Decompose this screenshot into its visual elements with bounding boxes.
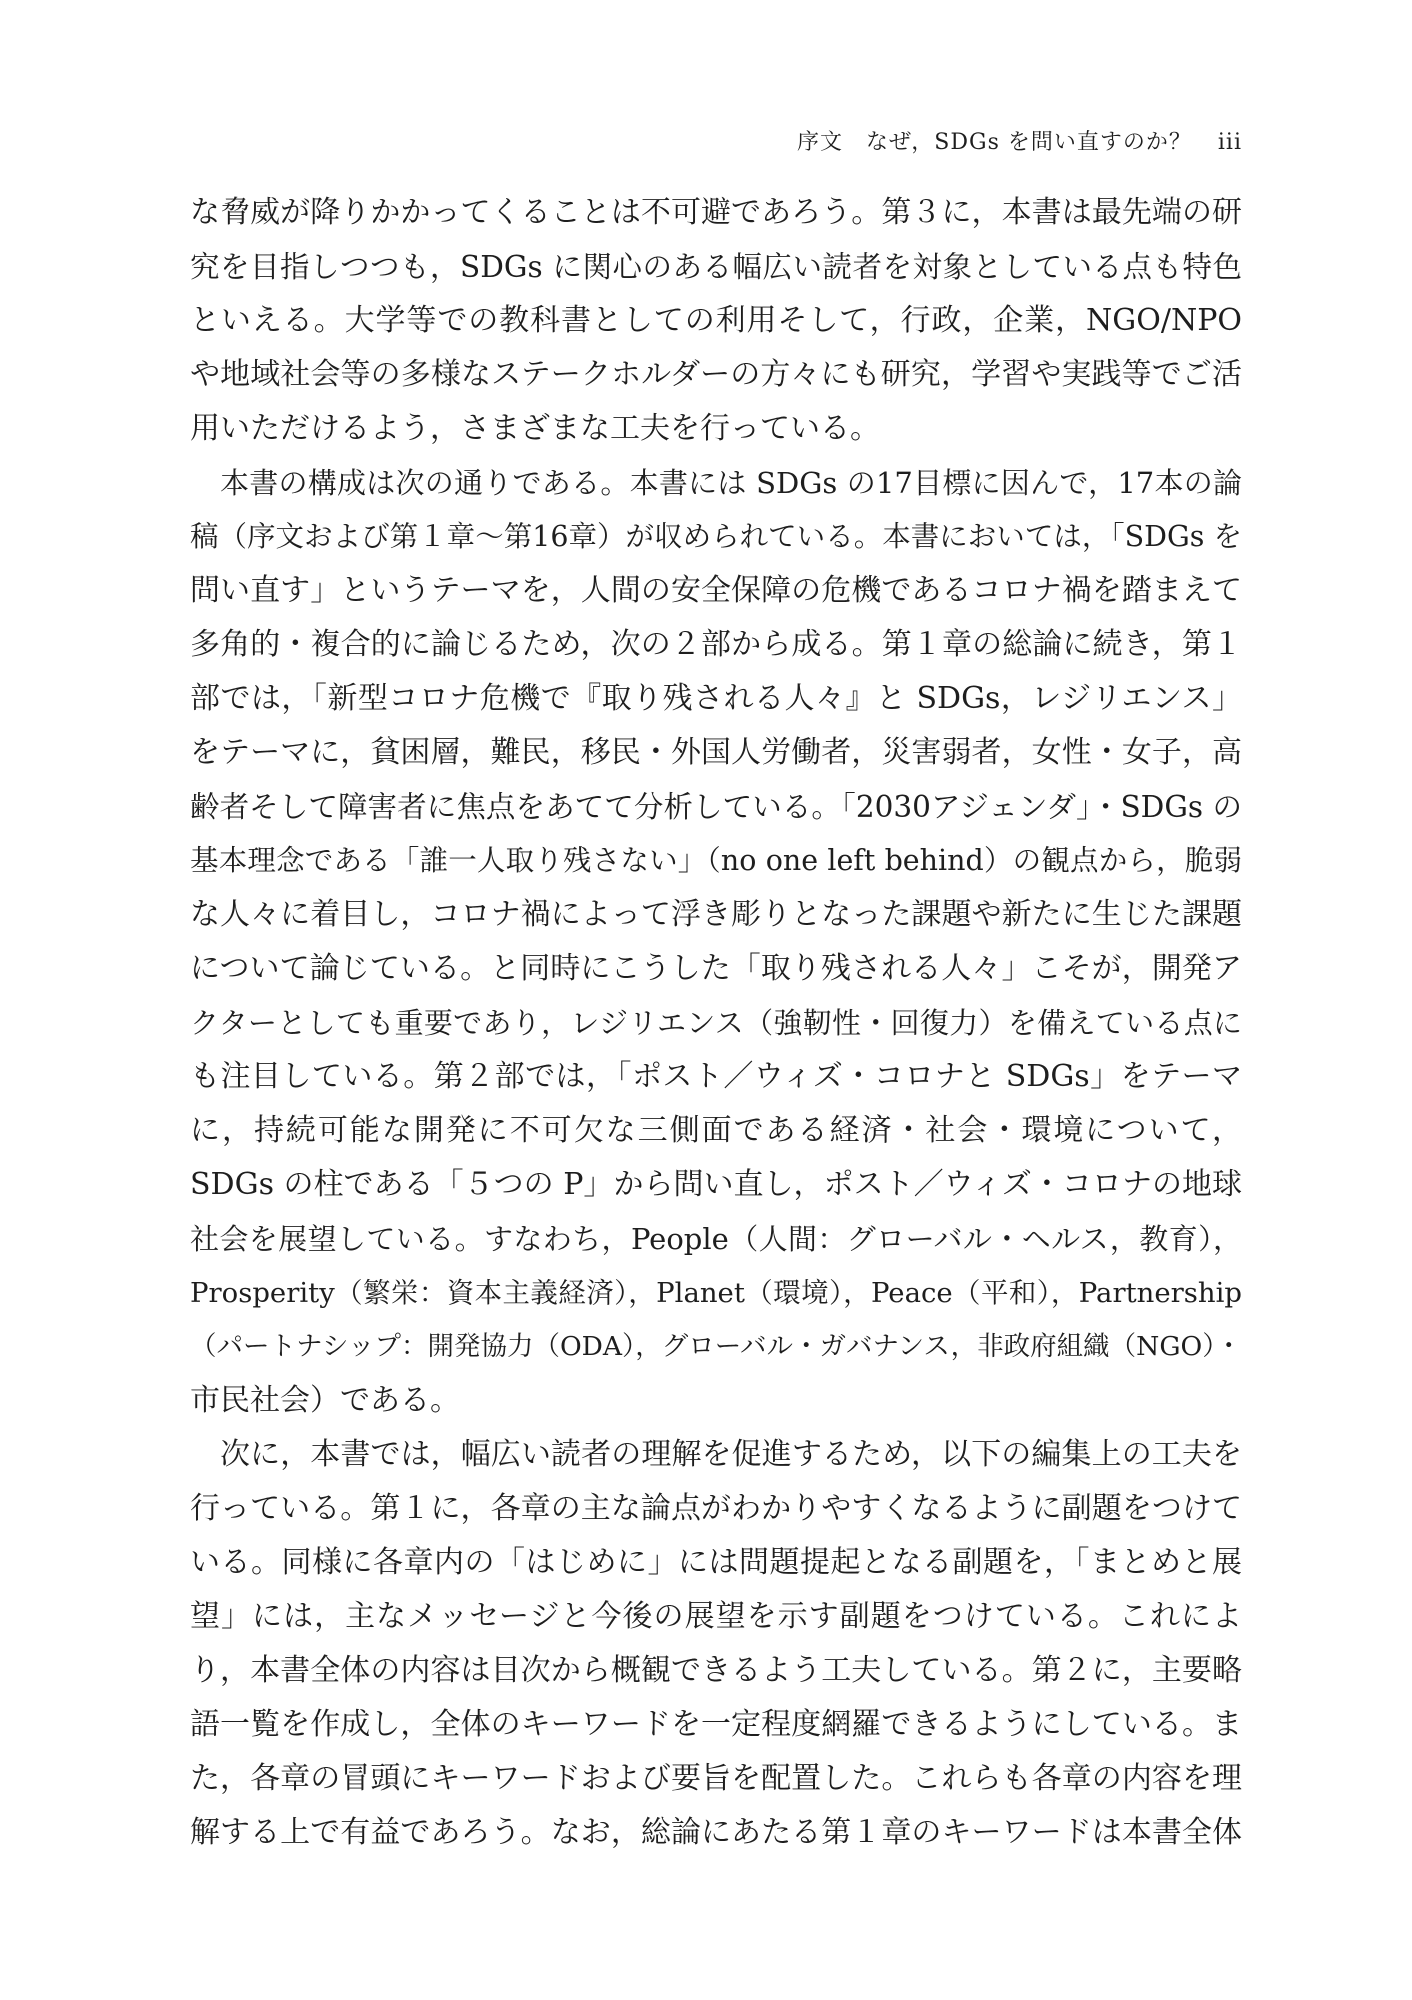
body-text	[190, 186, 1242, 1860]
text-line: な人々に着目し，コロナ禍によって浮き彫りとなった課題や新たに生じた課題	[190, 897, 1242, 932]
text-line: 本書の構成は次の通りである。本書には SDGs の17目標に因んで，17本の論	[220, 466, 1242, 500]
text-line: Prosperity（繁栄：資本主義経済），Planet（環境），Peace（平和），Partnership	[190, 1277, 1242, 1309]
text-line: り，本書全体の内容は目次から概観できるよう工夫している。第２に，主要略	[190, 1653, 1242, 1688]
text-line: 望」には，主なメッセージと今後の展望を示す副題をつけている。これによ	[190, 1599, 1242, 1634]
text-line: 問い直す」というテーマを，人間の安全保障の危機であるコロナ禍を踏まえて	[190, 573, 1242, 608]
text-line: 用いただけるよう，さまざまな工夫を行っている。	[190, 411, 880, 446]
text-line: 解する上で有益であろう。なお，総論にあたる第１章のキーワードは本書全体	[190, 1815, 1242, 1850]
page-number: iii	[1217, 130, 1242, 155]
text-line: 次に，本書では，幅広い読者の理解を促進するため，以下の編集上の工夫を	[220, 1437, 1242, 1472]
text-line: 多角的・複合的に論じるため，次の２部から成る。第１章の総論に続き，第１	[190, 627, 1242, 662]
text-line: に，持続可能な開発に不可欠な三側面である経済・社会・環境について，	[190, 1113, 1242, 1148]
text-line: をテーマに，貧困層，難民，移民・外国人労働者，災害弱者，女性・女子，高	[190, 735, 1242, 770]
text-line: や地域社会等の多様なステークホルダーの方々にも研究，学習や実践等でご活	[190, 357, 1242, 392]
text-line: クターとしても重要であり，レジリエンス（強靭性・回復力）を備えている点に	[190, 1006, 1242, 1040]
text-line: な脅威が降りかかってくることは不可避であろう。第３に，本書は最先端の研	[190, 195, 1242, 230]
text-line: といえる。大学等での教科書としての利用そして，行政，企業，NGO/NPO	[190, 303, 1242, 338]
running-head-title: 序文 なぜ，SDGs を問い直すのか？	[796, 130, 1192, 155]
text-line: 基本理念である「誰一人取り残さない」（no one left behind）の観点から，脆弱	[190, 844, 1242, 877]
text-line: 究を目指しつつも，SDGs に関心のある幅広い読者を対象としている点も特色	[190, 250, 1242, 284]
running-head	[190, 126, 1242, 160]
text-line: 語一覧を作成し，全体のキーワードを一定程度網羅できるようにしている。ま	[190, 1707, 1242, 1742]
text-line: も注目している。第２部では，「ポスト／ウィズ・コロナと SDGs」をテーマ	[190, 1059, 1242, 1094]
text-line: 部では，「新型コロナ危機で『取り残される人々』と SDGs，レジリエンス」	[190, 681, 1242, 716]
text-line: 市民社会）である。	[190, 1383, 460, 1418]
text-line: （パートナシップ：開発協力（ODA），グローバル・ガバナンス，非政府組織（NGO）・	[190, 1331, 1242, 1362]
text-line: 社会を展望している。すなわち，People（人間：グローバル・ヘルス，教育），	[190, 1222, 1242, 1256]
text-line: いる。同様に各章内の「はじめに」には問題提起となる副題を，「まとめと展	[190, 1545, 1242, 1580]
text-line: 齢者そして障害者に焦点をあてて分析している。「2030アジェンダ」・SDGs の	[190, 790, 1242, 824]
text-line: SDGs の柱である「５つの P」から問い直し，ポスト／ウィズ・コロナの地球	[190, 1167, 1242, 1202]
text-line: 稿（序文および第１章～第16章）が収められている。本書においては，「SDGs を	[190, 520, 1242, 553]
text-line: 行っている。第１に，各章の主な論点がわかりやすくなるように副題をつけて	[190, 1491, 1242, 1526]
text-line: について論じている。と同時にこうした「取り残される人々」こそが，開発ア	[190, 951, 1242, 986]
text-line: た，各章の冒頭にキーワードおよび要旨を配置した。これらも各章の内容を理	[190, 1761, 1242, 1796]
